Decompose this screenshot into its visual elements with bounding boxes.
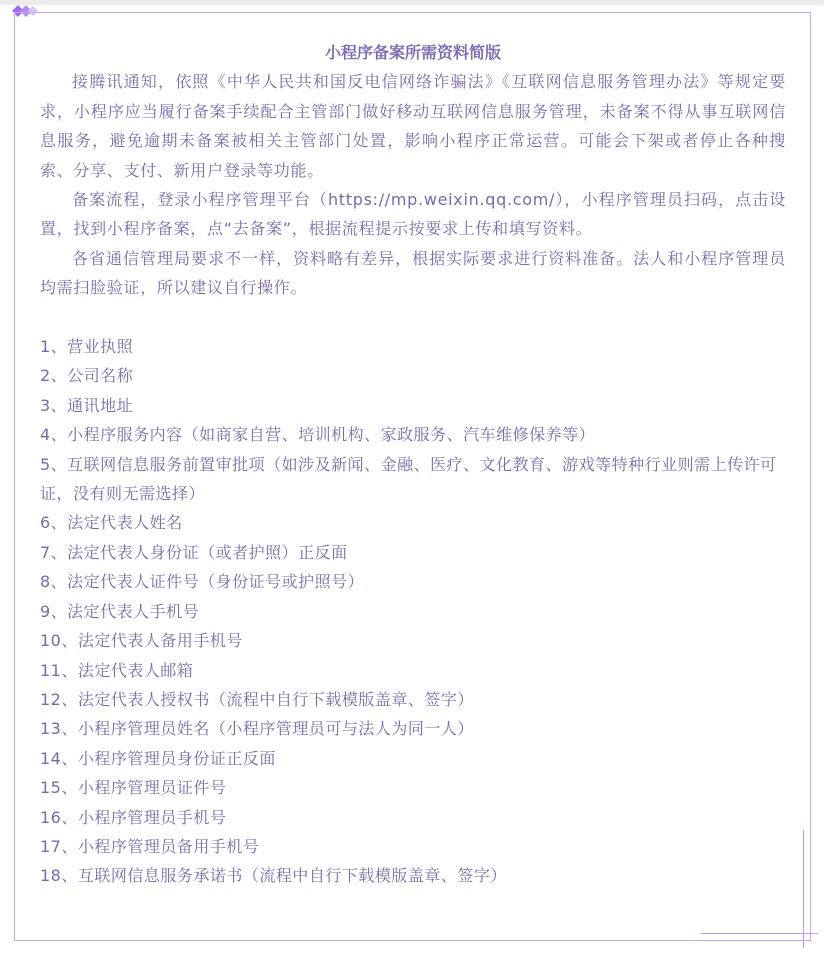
list-item: 11、法定代表人邮箱	[40, 660, 194, 680]
top-strip	[0, 0, 824, 5]
corner-vertical-line	[803, 830, 804, 948]
list-item: 12、法定代表人授权书（流程中自行下载模版盖章、签字）	[40, 689, 474, 709]
list-item: 7、法定代表人身份证（或者护照）正反面	[40, 542, 348, 562]
document-body	[40, 38, 786, 891]
list-item: 17、小程序管理员备用手机号	[40, 836, 260, 856]
list-item: 15、小程序管理员证件号	[40, 778, 227, 798]
list-item: 13、小程序管理员姓名（小程序管理员可与法人为同一人）	[40, 719, 474, 739]
list-item: 3、通讯地址	[40, 395, 134, 415]
list-item: 1、营业执照	[40, 337, 134, 357]
list-item: 9、法定代表人手机号	[40, 601, 200, 621]
list-item: 10、法定代表人备用手机号	[40, 631, 243, 651]
list-item: 4、小程序服务内容（如商家自营、培训机构、家政服务、汽车维修保养等）	[40, 425, 596, 445]
list-item: 18、互联网信息服务承诺书（流程中自行下载模版盖章、签字）	[40, 866, 507, 886]
list-item: 6、法定代表人姓名	[40, 513, 183, 533]
corner-horizontal-line	[700, 933, 818, 934]
note-paragraph: 各省通信管理局要求不一样，资料略有差异，根据实际要求进行资料准备。法人和小程序管理员均需扫脸验证，所以建议自行操作。	[40, 248, 786, 298]
spacer	[40, 303, 786, 332]
list-item: 14、小程序管理员身份证正反面	[40, 748, 276, 768]
list-item: 5、互联网信息服务前置审批项（如涉及新闻、金融、医疗、文化教育、游戏等特种行业则需上传许可证，没有则无需选择）	[40, 454, 777, 504]
list-item: 8、法定代表人证件号（身份证号或护照号）	[40, 572, 365, 592]
requirements-list	[40, 332, 786, 891]
intro-paragraph: 接腾讯通知，依照《中华人民共和国反电信网络诈骗法》《互联网信息服务管理办法》等规定要求，小程序应当履行备案手续配合主管部门做好移动互联网信息服务管理，未备案不得从事互联网信息服务，避免逾期未备案被相关主管部门处置，影响小程序正常运营。可能会下架或者停止各种搜索、分享、支付、新用户登录等功能。	[40, 72, 786, 180]
process-paragraph: 备案流程，登录小程序管理平台（https://mp.weixin.qq.com/），小程序管理员扫码，点击设置，找到小程序备案，点“去备案”，根据流程提示按要求上传和填写资料。	[40, 190, 786, 239]
list-item: 16、小程序管理员手机号	[40, 807, 227, 827]
document-title: 小程序备案所需资料简版	[324, 43, 501, 62]
list-item: 2、公司名称	[40, 366, 134, 386]
